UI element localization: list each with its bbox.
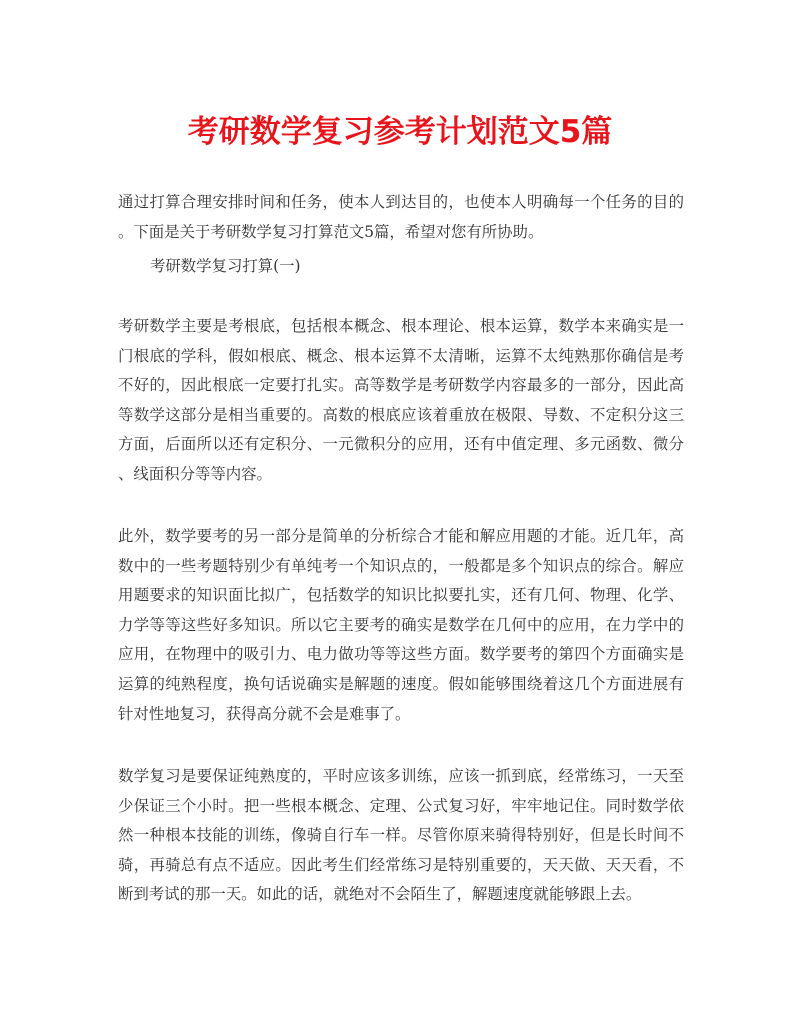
text-line: 方面，后面所以还有定积分、一元微积分的应用，还有中值定理、多元函数、微分 — [118, 435, 684, 454]
body-paragraph-2 — [118, 522, 684, 729]
body-paragraph-1 — [118, 312, 684, 490]
text-line: 运算的纯熟程度，换句话说确实是解题的速度。假如能够围绕着这几个方面进展有 — [118, 674, 684, 693]
text-line: 、线面积分等等内容。 — [118, 464, 272, 483]
text-line: 不好的，因此根底一定要打扎实。高等数学是考研数学内容最多的一部分，因此高 — [118, 376, 684, 395]
text-line: 数中的一些考题特别少有单纯考一个知识点的，一般都是多个知识点的综合。解应 — [118, 556, 684, 575]
text-line: 。下面是关于考研数学复习打算范文5篇，希望对您有所协助。 — [118, 222, 544, 241]
text-line: 考研数学主要是考根底，包括根本概念、根本理论、根本运算，数学本来确实是一 — [118, 317, 684, 335]
intro-paragraph — [118, 188, 684, 247]
text-line: 针对性地复习，获得高分就不会是难事了。 — [118, 704, 411, 723]
text-line: 力学等等这些好多知识。所以它主要考的确实是数学在几何中的应用，在力学中的 — [118, 615, 684, 634]
body-paragraph-3 — [118, 762, 684, 910]
text-line: 骑，再骑总有点不适应。因此考生们经常练习是特别重要的，天天做、天天看，不 — [118, 855, 684, 874]
text-line: 等数学这部分是相当重要的。高数的根底应该着重放在极限、导数、不定积分这三 — [118, 405, 684, 424]
section-heading: 考研数学复习打算(一) — [150, 257, 301, 275]
document-title: 考研数学复习参考计划范文5篇 — [187, 114, 613, 150]
text-line: 然一种根本技能的训练，像骑自行车一样。尽管你原来骑得特别好，但是长时间不 — [118, 826, 684, 845]
text-line: 此外，数学要考的另一部分是简单的分析综合才能和解应用题的才能。近几年，高 — [118, 527, 684, 545]
text-line: 少保证三个小时。把一些根本概念、定理、公式复习好，牢牢地记住。同时数学依 — [118, 796, 684, 815]
text-line: 用题要求的知识面比拟广，包括数学的知识比拟要扎实，还有几何、物理、化学、 — [118, 586, 684, 605]
text-line: 应用，在物理中的吸引力、电力做功等等这些方面。数学要考的第四个方面确实是 — [118, 645, 684, 664]
text-line: 门根底的学科，假如根底、概念、根本运算不太清晰，运算不太纯熟那你确信是考 — [118, 346, 684, 365]
text-line: 通过打算合理安排时间和任务，使本人到达目的，也使本人明确每一个任务的目的 — [118, 193, 684, 211]
text-line: 断到考试的那一天。如此的话，就绝对不会陌生了，解题速度就能够跟上去。 — [118, 885, 642, 904]
text-line: 数学复习是要保证纯熟度的，平时应该多训练，应该一抓到底，经常练习，一天至 — [118, 767, 684, 785]
